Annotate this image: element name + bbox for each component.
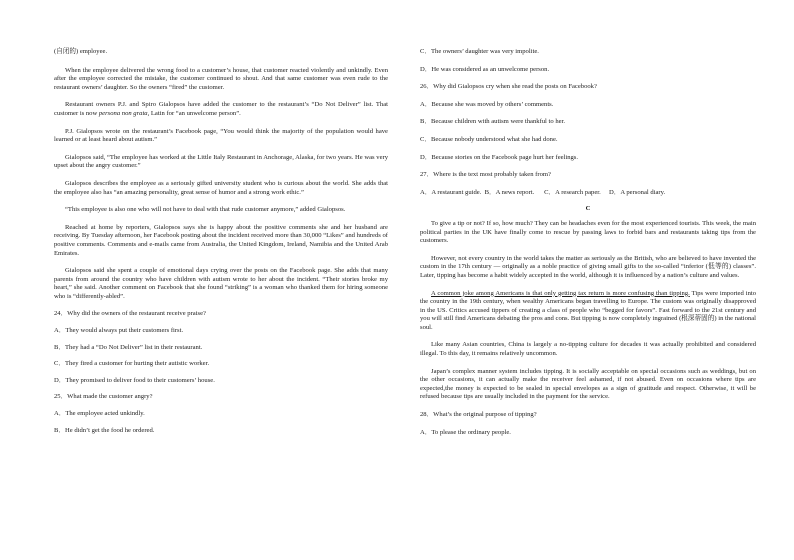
option-26c: C．Because nobody understood what she had done. [420, 135, 558, 143]
option-25a: A．The employee acted unkindly. [54, 410, 145, 418]
option-24b: B．They had a “Do Not Deliver” list in their restaurant. [54, 343, 203, 351]
option-24d: D．They promised to deliver food to their customers’ house. [54, 376, 215, 384]
passage-paragraph: When the employee delivered the wrong food to a customer’s house, that customer reacted violently and unkindly. Even after the employee corrected the mistake, the customer continued to shout. And that same customer was even rude to the restaurant owners’ daughter. So the owners “fired” the customer. [54, 66, 388, 91]
option-25d: D．He was considered as an unwelcome person. [420, 65, 550, 73]
passage-paragraph: Japan’s complex manner system includes tipping. It is socially acceptable on special occasions such as weddings, but on the other occasions, it can actually make the receiver feel ashamed, if not abused. Even on occasions where tips are expected,the money is expected to be sealed in special envelopes as a sign of gratitude and respect. Otherwise, it will be refused because tips are usually included in the payment for the service. [420, 367, 756, 401]
option-26d: D．Because stories on the Facebook page hurt her feelings. [420, 153, 579, 161]
option-28a: A．To please the ordinary people. [420, 428, 511, 436]
passage-paragraph: However, not every country in the world takes the matter as seriously as the British, who are believed to have invented the custom in the 17th century — originally as a noble practice of giving small gifts to the so-called “inferior (低等的) classes”. Later, tipping has become a habit widely accepted in the world, although it is influenced by a nation’s culture and values. [420, 254, 756, 279]
passage-paragraph: Gialopsos describes the employee as a seriously gifted university student who is curious about the world. She adds that the employee also has “an amazing personality, great sense of humor and a strong work ethic.” [54, 179, 388, 196]
text-span: Tips were imported into the country in the 19th century, when wealthy Americans began travelling to Europe. The custom was originally disapproved in the US. Critics accused tippers of creating a class of people who “begged for favors”. Fast forward to the 21st century and you will still find Americans debating the pros and cons. But tipping is now completely ingrained (根深蒂固的) in the national soul. [420, 289, 757, 331]
option-24a: A．They would always put their customers first. [54, 327, 184, 335]
passage-paragraph: To give a tip or not? If so, how much? They can be headaches even for the most experienced tourists. This week, the main political parties in the UK have finally come to rescue by passing laws to forbid bars and restaurants taking tips from the customers. [420, 219, 756, 245]
text-span: Restaurant owners P.J. and Spiro Gialopsos have added the customer to the restaurant’s “Do Not Deliver” list. That customer is now [54, 101, 388, 117]
question-26: 26．Why did Gialopsos cry when she read the posts on Facebook? [420, 83, 597, 91]
option-25c: C．The owners’ daughter was very impolite. [420, 48, 539, 55]
text-span: , Latin for “an unwelcome person”. [147, 109, 241, 117]
question-24: 24．Why did the owners of the restaurant receive praise? [54, 310, 206, 318]
passage-paragraph: Reached at home by reporters, Gialopsos says she is happy about the positive comments she and her husband are receiving. By Tuesday afternoon, her Facebook posting about the incident received more than 30,000 “Likes” and hundreds of positive comments. Comments and e-mails came from Australia, the United Kingdom, Ireland, Namibia and the United Arab Emirates. [54, 223, 388, 257]
passage-paragraph: P.J. Gialopsos wrote on the restaurant’s Facebook page, “You would think the majority of the population would have learned or at least heard about autism.” [54, 127, 388, 144]
passage-paragraph [54, 101, 388, 118]
passage-paragraph [420, 290, 756, 333]
passage-fragment: (自闭的) employee. [54, 48, 108, 55]
option-24c: C．They fired a customer for hurting their autistic worker. [54, 360, 210, 368]
option-26a: A．Because she was moved by others’ comments. [420, 100, 554, 108]
option-25b: B．He didn’t get the food he ordered. [54, 426, 155, 434]
options-27: A．A restaurant guide. B．A news report. C．A research paper. D．A personal diary. [420, 188, 666, 196]
passage-paragraph: Gialopsos said she spent a couple of emotional days crying over the posts on the Facebook page. She adds that many parents from around the country who have children with autism wrote to her about the incident. “Their stories broke my heart,” she said. Another comment on Facebook that she found “striking” is a woman who thanked them for hiring someone who is “differently-abled”. [54, 267, 388, 300]
passage-paragraph: “This employee is also one who will not have to deal with that rude customer anymore,” added Gialopsos. [65, 206, 346, 214]
italic-phrase: persona non grata [98, 109, 148, 117]
question-25: 25．What made the customer angry? [54, 393, 153, 401]
question-27: 27．Where is the text most probably taken from? [420, 171, 551, 179]
section-heading: C [585, 205, 591, 213]
passage-paragraph: Gialopsos said, “The employee has worked at the Little Italy Restaurant in Anchorage, Alaska, for two years. He was very upset about the angry customer.” [54, 153, 388, 170]
question-28: 28．What’s the original purpose of tipping? [420, 411, 537, 419]
option-26b: B．Because children with autism were thankful to her. [420, 118, 566, 126]
right-column [420, 0, 756, 437]
left-column [54, 0, 388, 435]
underlined-sentence: A common joke among Americans is that only getting tax return is more confusing than tipping. [431, 289, 690, 297]
passage-paragraph: Like many Asian countries, China is largely a no-tipping culture for decades it was actually prohibited and considered illegal. To this day, it remains relatively uncommon. [420, 341, 756, 358]
